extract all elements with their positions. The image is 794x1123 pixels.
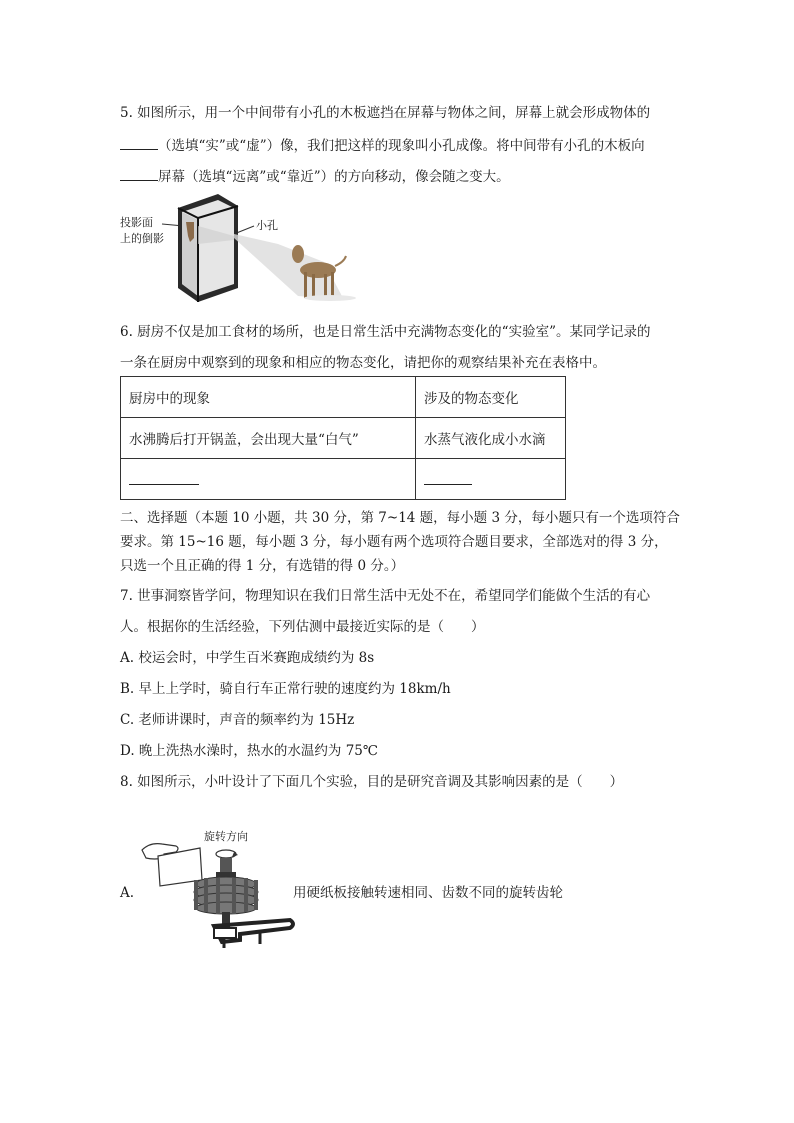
table-cell-answer[interactable] <box>416 459 566 500</box>
pinhole-figure <box>118 192 368 310</box>
screen-image-label-1: 投影面 <box>120 216 153 229</box>
q8-option-a-letter[interactable]: A. <box>120 885 135 901</box>
pinhole-label: 小孔 <box>256 219 278 232</box>
table-header-cell: 厨房中的现象 <box>121 377 416 418</box>
q5-line-1: 5. 如图所示，用一个中间带有小孔的木板遮挡在屏幕与物体之间，屏幕上就会形成物体的 <box>120 105 651 121</box>
answer-blank[interactable] <box>424 470 472 485</box>
gear-figure <box>140 828 300 952</box>
table-header-cell: 涉及的物态变化 <box>416 377 566 418</box>
section-2-instructions-2: 要求。第 15~16 题，每小题 3 分，每小题有两个选项符合题目要求，全部选对的得 3 分， <box>120 534 668 550</box>
kitchen-phenomena-table <box>120 376 566 500</box>
q5-line-3: 屏幕（选填“远离”或“靠近”）的方向移动，像会随之变大。 <box>120 166 510 186</box>
table-cell: 水沸腾后打开锅盖，会出现大量“白气” <box>121 418 416 459</box>
q8-option-a-text[interactable]: 用硬纸板接触转速相同、齿数不同的旋转齿轮 <box>293 885 563 901</box>
q7-option-b[interactable]: B. 早上上学时，骑自行车正常行驶的速度约为 18km/h <box>120 681 451 697</box>
q7-line-1: 7. 世事洞察皆学问，物理知识在我们日常生活中无处不在，希望同学们能做个生活的有心 <box>120 588 651 604</box>
q7-line-2: 人。根据你的生活经验，下列估测中最接近实际的是（ ） <box>120 619 485 635</box>
table-row <box>121 418 566 459</box>
screen-image-label-2: 上的倒影 <box>120 232 164 245</box>
q5-line-2: （选填“实”或“虚”）像，我们把这样的现象叫小孔成像。将中间带有小孔的木板向 <box>120 135 645 155</box>
section-2-instructions-3: 只选一个且正确的得 1 分，有选错的得 0 分。） <box>120 558 405 574</box>
table-cell-answer[interactable] <box>121 459 416 500</box>
answer-blank[interactable] <box>120 135 158 150</box>
pinhole-diagram-icon <box>118 192 368 310</box>
rotating-gear-icon <box>140 828 300 952</box>
q7-option-c[interactable]: C. 老师讲课时，声音的频率约为 15Hz <box>120 712 355 728</box>
table-header-row <box>121 377 566 418</box>
rotation-direction-label: 旋转方向 <box>204 830 248 843</box>
q6-line-2: 一条在厨房中观察到的现象和相应的物态变化，请把你的观察结果补充在表格中。 <box>120 355 606 371</box>
answer-blank[interactable] <box>120 166 158 181</box>
section-2-instructions-1: 二、选择题（本题 10 小题，共 30 分，第 7~14 题，每小题 3 分，每小题只有一个选项符合 <box>120 510 680 526</box>
q7-option-a[interactable]: A. 校运会时，中学生百米赛跑成绩约为 8s <box>120 650 375 666</box>
q7-option-d[interactable]: D. 晚上洗热水澡时，热水的水温约为 75℃ <box>120 743 378 759</box>
answer-blank[interactable] <box>129 470 199 485</box>
q8-line-1: 8. 如图所示，小叶设计了下面几个实验，目的是研究音调及其影响因素的是（ ） <box>120 774 624 790</box>
table-cell: 水蒸气液化成小水滴 <box>416 418 566 459</box>
q6-line-1: 6. 厨房不仅是加工食材的场所，也是日常生活中充满物态变化的“实验室”。某同学记录的 <box>120 324 651 340</box>
table-row <box>121 459 566 500</box>
